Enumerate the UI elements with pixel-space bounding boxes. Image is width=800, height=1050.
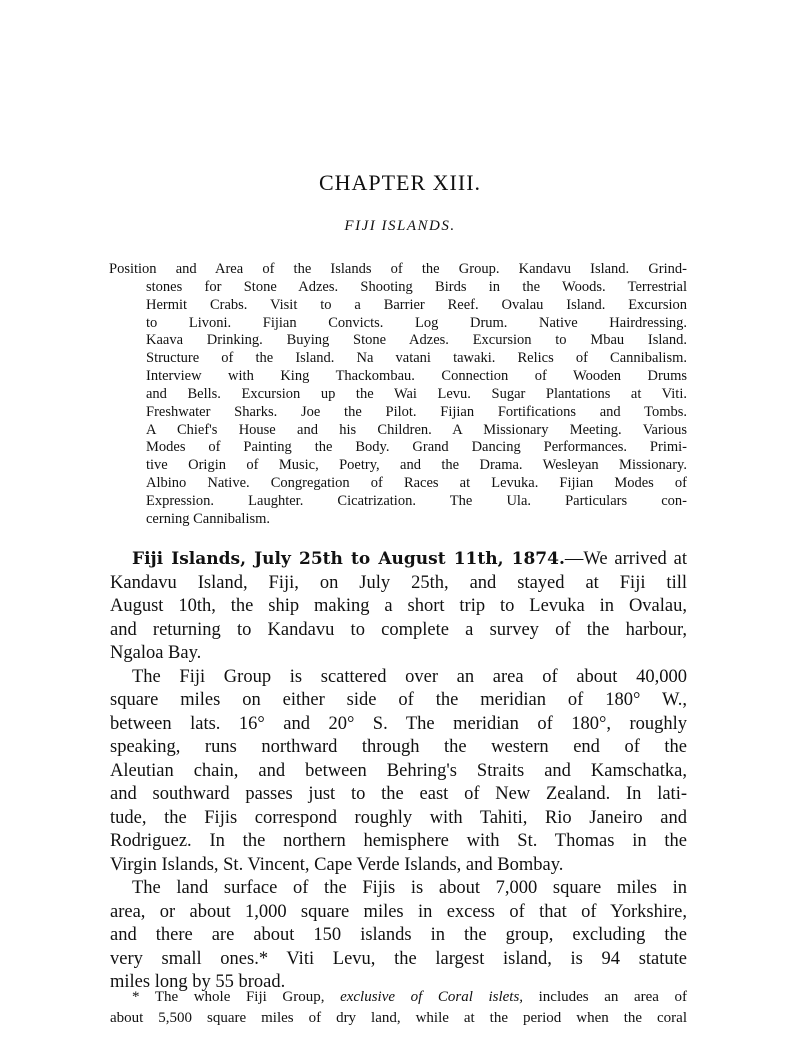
synopsis-line: Structure of the Island. Na vatani tawaki. Relics of Cannibalism. <box>146 350 687 367</box>
chapter-synopsis <box>111 261 687 529</box>
body-line: Virgin Islands, St. Vincent, Cape Verde Islands, and Bombay. <box>110 854 564 875</box>
body-line: August 10th, the ship making a short trip to Levuka in Ovalau, <box>110 596 687 616</box>
chapter-title: CHAPTER XIII. <box>318 170 482 195</box>
footnote-line <box>110 987 687 1008</box>
synopsis-line: Albino Native. Congregation of Races at Levuka. Fijian Modes of <box>146 475 687 492</box>
body-line: and returning to Kandavu to complete a survey of the harbour, <box>110 619 687 640</box>
body-line: area, or about 1,000 square miles in excess of that of Yorkshire, <box>110 901 687 922</box>
chapter-body <box>110 548 687 995</box>
body-line: between lats. 16° and 20° S. The meridian of 180°, roughly <box>110 713 687 734</box>
body-line: Kandavu Island, Fiji, on July 25th, and stayed at Fiji till <box>110 572 687 593</box>
body-line: Aleutian chain, and between Behring's Straits and Kamschatka, <box>110 760 687 781</box>
synopsis-line: A Chief's House and his Children. A Missionary Meeting. Various <box>146 421 687 438</box>
footnote <box>110 987 687 1029</box>
body-line-text: —We arrived at <box>564 549 687 569</box>
synopsis-line: Kaava Drinking. Buying Stone Adzes. Excursion to Mbau Island. <box>146 332 687 349</box>
body-line <box>110 548 687 572</box>
body-line: miles long by 55 broad. <box>110 972 286 992</box>
body-line: and southward passes just to the east of New Zealand. In lati- <box>110 784 687 804</box>
footnote-line: about 5,500 square miles of dry land, while at the period when the coral <box>110 1010 687 1026</box>
body-line: speaking, runs northward through the western end of the <box>110 737 687 757</box>
synopsis-line: Freshwater Sharks. Joe the Pilot. Fijian Fortifications and Tombs. <box>146 403 687 420</box>
body-line: Ngaloa Bay. <box>110 643 202 663</box>
synopsis-line: Interview with King Thackombau. Connection of Wooden Drums <box>146 368 687 385</box>
body-line: and there are about 150 islands in the group, excluding the <box>110 925 687 945</box>
body-line: The Fiji Group is scattered over an area of about 40,000 <box>132 666 687 687</box>
footnote-italic-text: exclusive of Coral islets, <box>340 989 524 1005</box>
body-line: very small ones.* Viti Levu, the largest island, is 94 statute <box>110 948 687 969</box>
synopsis-line: Modes of Painting the Body. Grand Dancing Performances. Primi- <box>146 439 687 456</box>
synopsis-line: tive Origin of Music, Poetry, and the Drama. Wesleyan Missionary. <box>146 457 687 474</box>
synopsis-line: stones for Stone Adzes. Shooting Birds in the Woods. Terrestrial <box>146 278 687 295</box>
footnote-text: includes an area of <box>523 989 687 1005</box>
synopsis-line: Expression. Laughter. Cicatrization. The Ula. Particulars con- <box>146 492 687 509</box>
body-line: tude, the Fijis correspond roughly with Tahiti, Rio Janeiro and <box>110 807 687 828</box>
synopsis-line: Hermit Crabs. Visit to a Barrier Reef. Ovalau Island. Excursion <box>146 296 687 313</box>
section-lead: Fiji Islands, July 25th to August 11th, 1874. <box>132 549 565 569</box>
synopsis-line: and Bells. Excursion up the Wai Levu. Sugar Plantations at Viti. <box>146 385 687 402</box>
footnote-text: * The whole Fiji Group, <box>132 989 341 1005</box>
synopsis-line: to Livoni. Fijian Convicts. Log Drum. Native Hairdressing. <box>146 314 687 331</box>
synopsis-line: Position and Area of the Islands of the Group. Kandavu Island. Grind- <box>109 261 687 277</box>
body-line: Rodriguez. In the northern hemisphere with St. Thomas in the <box>110 831 687 851</box>
body-line: square miles on either side of the meridian of 180° W., <box>110 690 687 710</box>
body-line: The land surface of the Fijis is about 7,000 square miles in <box>132 878 687 898</box>
synopsis-line: cerning Cannibalism. <box>146 510 271 527</box>
chapter-subtitle: FIJI ISLANDS. <box>344 218 456 234</box>
